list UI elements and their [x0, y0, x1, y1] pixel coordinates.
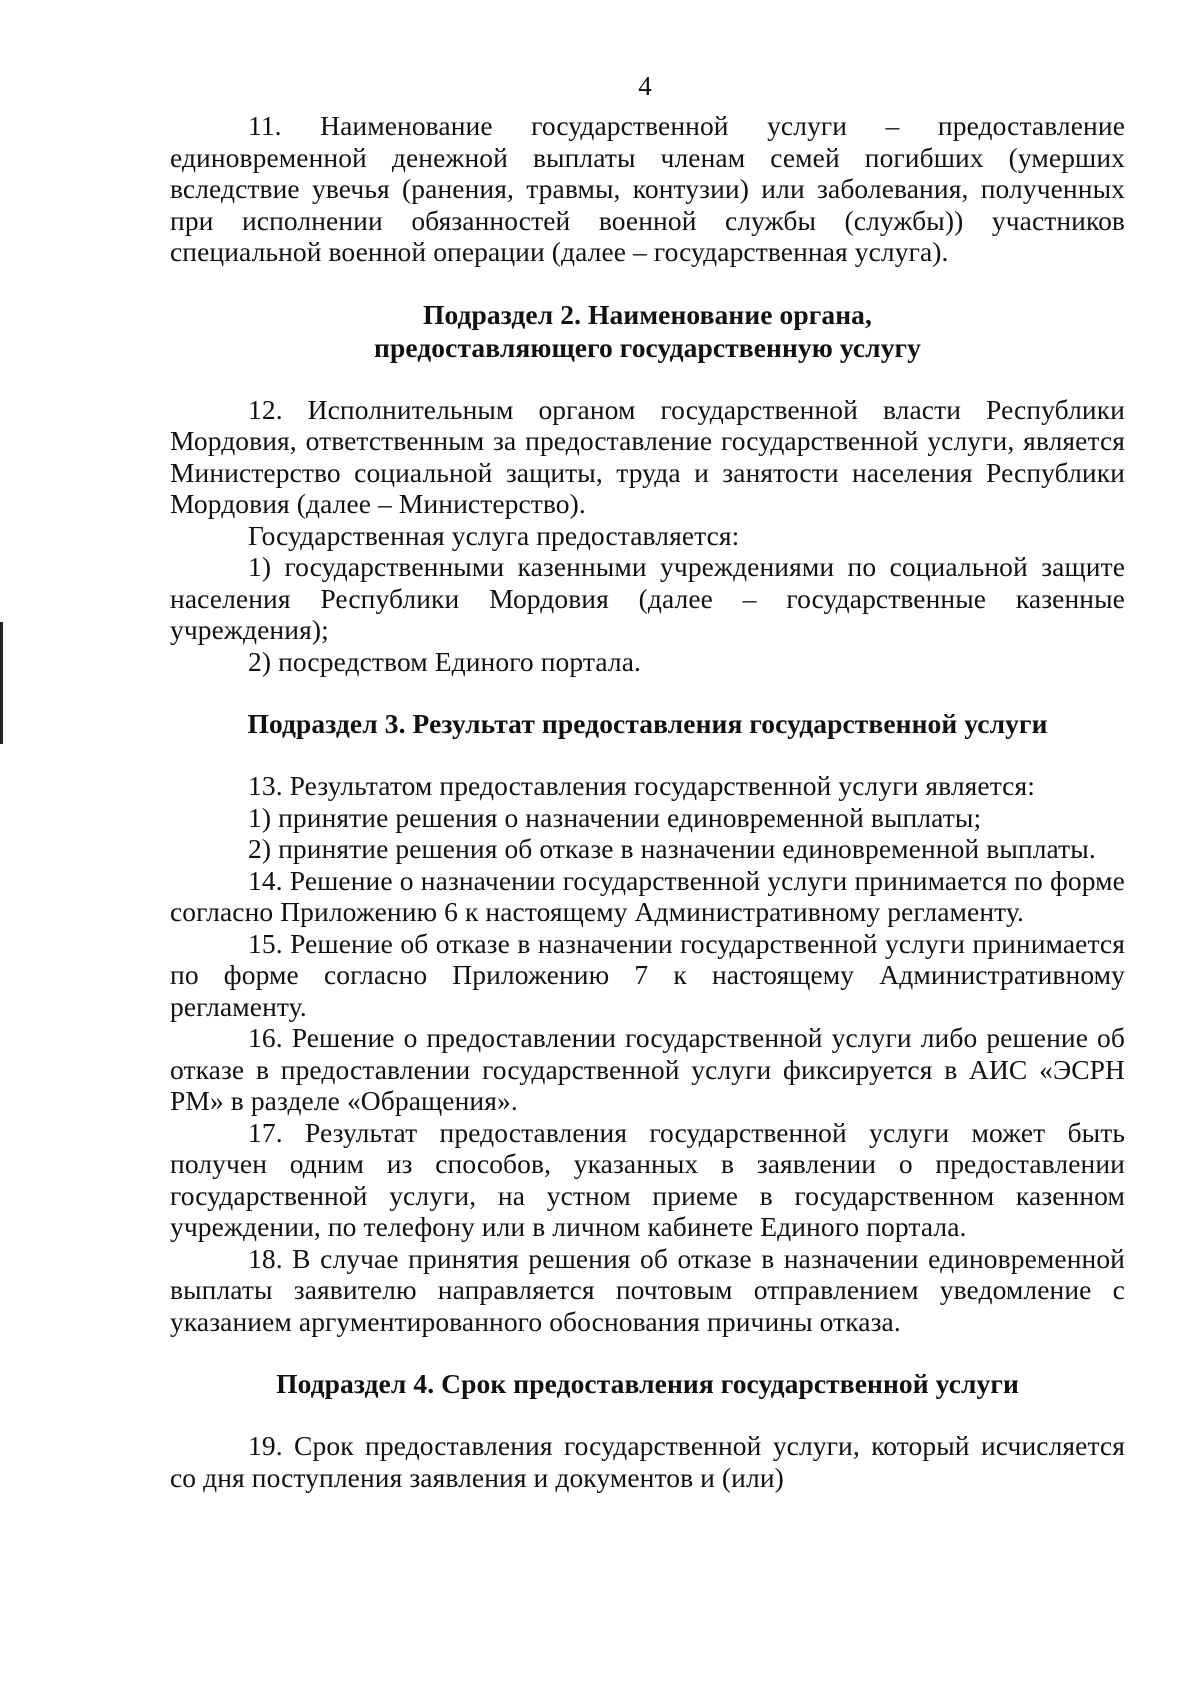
page-number: 4	[638, 71, 652, 101]
document-body	[170, 110, 1125, 1493]
paragraph-12-item-1: 1) государственными казенными учреждениями по социальной защите населения Республики Мордовия (далее – государственные казенные учреждения);	[170, 551, 1125, 645]
heading-subsection-2: Подраздел 2. Наименование органа, предоставляющего государственную услугу	[374, 298, 921, 363]
paragraph-12: 12. Исполнительным органом государственной власти Республики Мордовия, ответственным за предоставление государственной услуги, является Министерство социальной защиты, труда и занятости населения Республики Мордовия (далее – Министерство).	[170, 393, 1125, 519]
paragraph-13-item-2: 2) принятие решения об отказе в назначении единовременной выплаты.	[248, 833, 1096, 864]
heading-subsection-4: Подраздел 4. Срок предоставления государственной услуги	[276, 1368, 1019, 1399]
paragraph-11: 11. Наименование государственной услуги – предоставление единовременной денежной выплаты членам семей погибших (умерших вследствие увечья (ранения, травмы, контузии) или заболевания, полученных при исполнении обязанностей военной службы (службы)) участников специальной военной операции (далее – государственная услуга).	[170, 110, 1125, 267]
paragraph-15: 15. Решение об отказе в назначении государственной услуги принимается по форме согласно Приложению 7 к настоящему Административному регламенту.	[170, 927, 1125, 1022]
paragraph-17: 17. Результат предоставления государственной услуги может быть получен одним из способов, указанных в заявлении о предоставлении государственной услуги, на устном приеме в государственном казенном учреждении, по телефону или в личном кабинете Единого портала.	[170, 1116, 1125, 1242]
paragraph-12-item-2: 2) посредством Единого портала.	[248, 645, 642, 677]
paragraph-13: 13. Результатом предоставления государственной услуги является:	[248, 770, 1035, 801]
paragraph-12-intro: Государственная услуга предоставляется:	[248, 519, 740, 551]
paragraph-19: 19. Срок предоставления государственной услуги, который исчисляется со дня поступления заявления и документов и (или)	[170, 1430, 1125, 1493]
paragraph-16: 16. Решение о предоставлении государственной услуги либо решение об отказе в предоставлении государственной услуги фиксируется в АИС «ЭСРН РМ» в разделе «Обращения».	[170, 1022, 1125, 1116]
paragraph-13-item-1: 1) принятие решения о назначении единовременной выплаты;	[248, 801, 982, 833]
heading-subsection-3: Подраздел 3. Результат предоставления государственной услуги	[247, 708, 1048, 739]
paragraph-14: 14. Решение о назначении государственной услуги принимается по форме согласно Приложению 6 к настоящему Административному регламенту.	[170, 864, 1125, 927]
scan-edge-mark	[0, 622, 3, 744]
paragraph-18: 18. В случае принятия решения об отказе в назначении единовременной выплаты заявителю направляется почтовым отправлением уведомление с указанием аргументированного обоснования причины отказа.	[170, 1242, 1125, 1337]
